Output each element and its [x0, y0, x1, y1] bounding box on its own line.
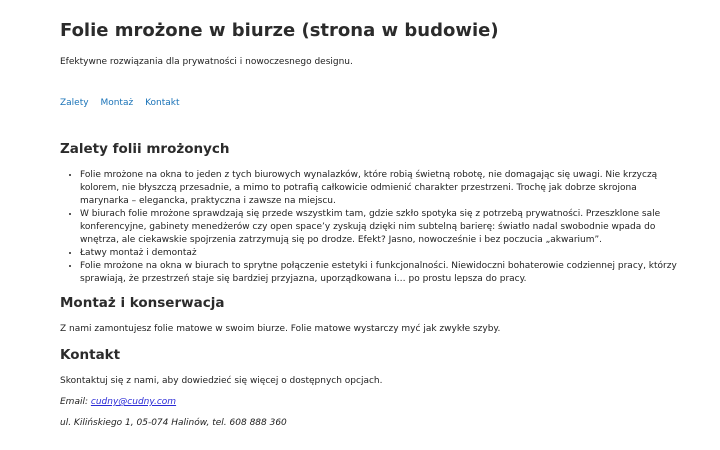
contact-address: ul. Kilińskiego 1, 05-074 Halinów, tel. 608 888 360	[60, 418, 287, 428]
advantages-list	[60, 169, 680, 286]
list-item: • Łatwy montaż i demontaż	[80, 247, 680, 260]
page-title: Folie mrożone w biurze (strona w budowie)	[60, 20, 499, 41]
main-nav	[60, 98, 189, 108]
contact-text: Skontaktuj się z nami, aby dowiedzieć się więcej o dostępnych opcjach.	[60, 376, 383, 386]
list-item: • Folie mrożone na okna to jeden z tych biurowych wynalazków, które robią świetną robotę, nie domagając się uwagi. Nie krzyczą kolorem, nie błyszczą przesadnie, a mimo to potrafią całkowicie odmienić charakter przestrzeni. Trochę jak dobrze skrojona marynarka – elegancka, praktyczna i zawsze na miejscu.	[80, 169, 680, 208]
email-link[interactable]: cudny@cudny.com	[90, 397, 177, 407]
mounting-text: Z nami zamontujesz folie matowe w swoim biurze. Folie matowe wystarczy myć jak zwykłe szyby.	[60, 324, 501, 334]
contact-heading: Kontakt	[60, 347, 121, 363]
email-label: Email:	[60, 397, 89, 407]
list-item: • Folie mrożone na okna w biurach to sprytne połączenie estetyki i funkcjonalności. Niewidoczni bohaterowie codziennej pracy, którzy sprawiają, że przestrzeń staje się bardziej przyjazna, uporządkowana i… po prostu lepsza do pracy.	[80, 260, 680, 286]
page-subtitle: Efektywne rozwiązania dla prywatności i nowoczesnego designu.	[60, 57, 353, 67]
advantages-heading: Zalety folii mrożonych	[60, 141, 230, 157]
list-item: • W biurach folie mrożone sprawdzają się przede wszystkim tam, gdzie szkło spotyka się z potrzebą prywatności. Przeszklone sale konferencyjne, gabinety menedżerów czy open space’y zyskują dzięki nim subtelną barierę: światło nadal swobodnie wpada do wnętrza, ale ciekawskie spojrzenia zatrzymują się po drodze. Efekt? Jasno, nowocześnie i bez poczucia „akwarium”.	[80, 208, 680, 247]
mounting-heading: Montaż i konserwacja	[60, 295, 225, 311]
contact-email	[60, 397, 176, 407]
nav-link-zalety[interactable]: Zalety	[60, 98, 89, 108]
nav-link-montaz[interactable]: Montaż	[100, 98, 134, 108]
nav-link-kontakt[interactable]: Kontakt	[145, 98, 180, 108]
